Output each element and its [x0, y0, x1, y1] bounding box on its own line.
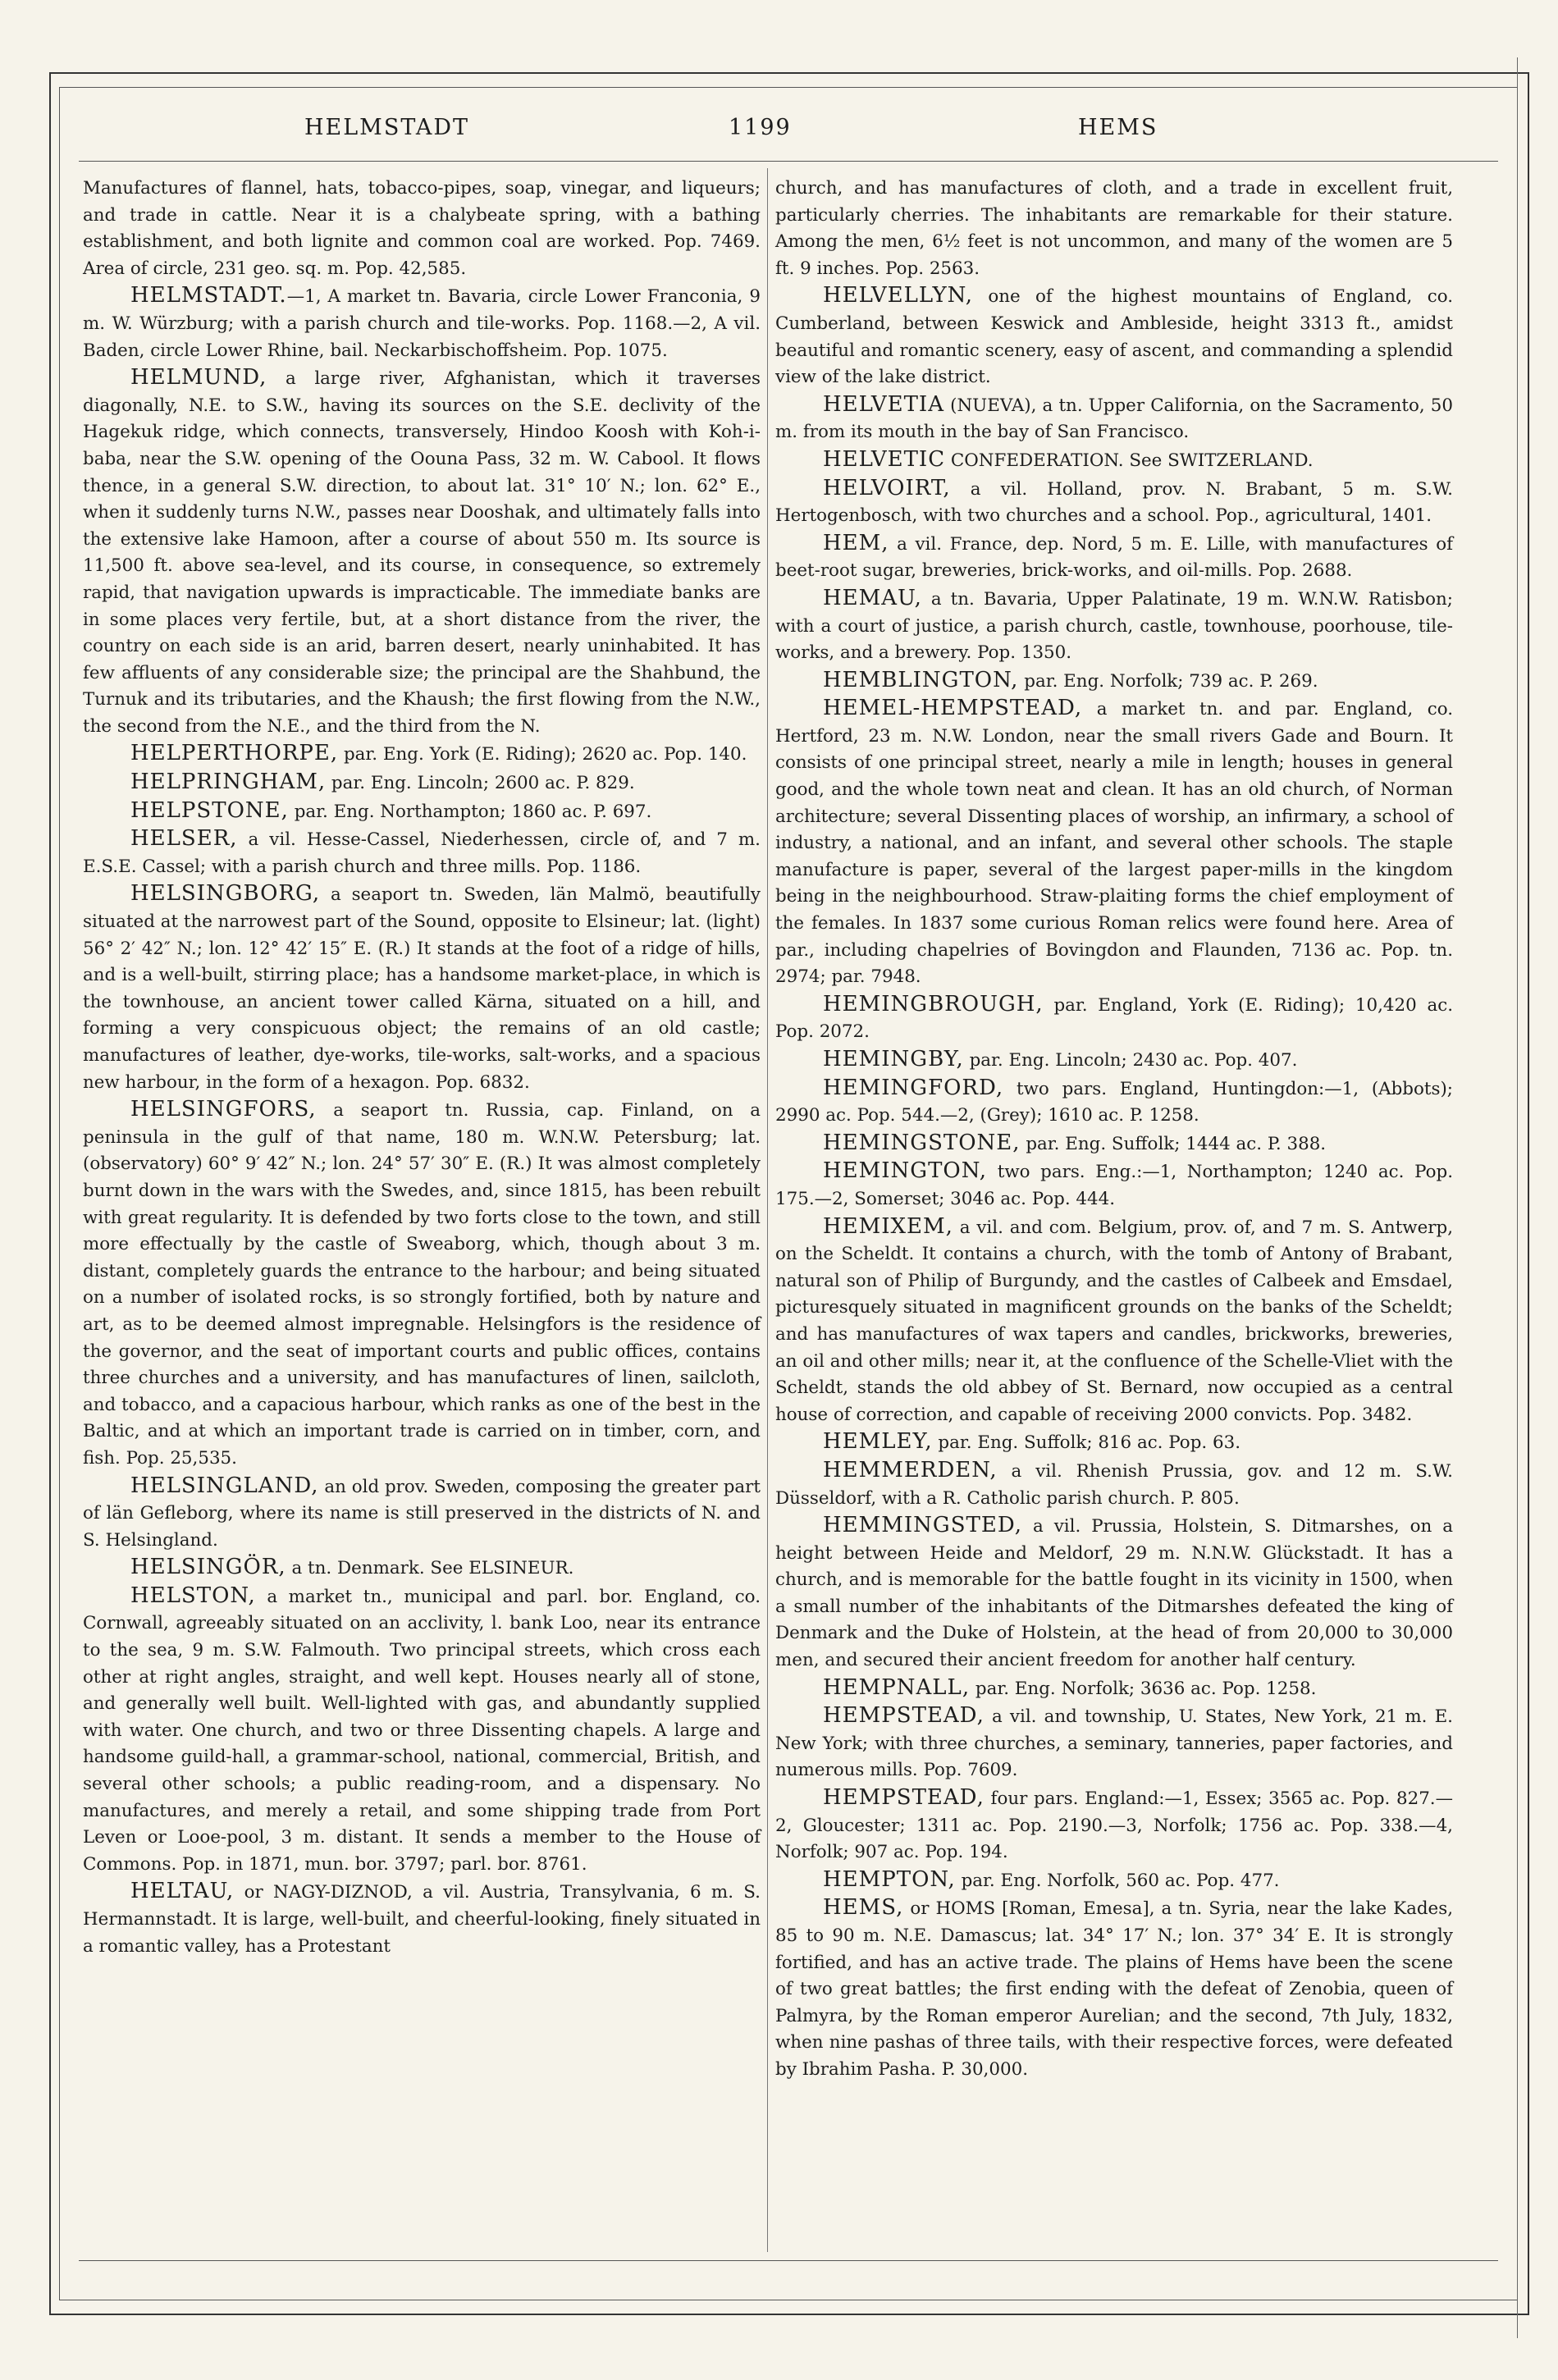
gazetteer-entry: HELTAU, or NAGY-DIZNOD, a vil. Austria, Transylvania, 6 m. S. Hermannstadt. It is large, well-built, and cheerful-looking, finely situated in a romantic valley, has a Protestant [83, 1879, 761, 1957]
gazetteer-entry: Manufactures of flannel, hats, tobacco-pipes, soap, vinegar, and liqueurs; and trade in cattle. Near it is a chalybeate spring, with a bathing establishment, and both lignite and common coal are worked. Pop. 7469. Area of circle, 231 geo. sq. m. Pop. 42,585. [83, 178, 761, 279]
gazetteer-entry: HEMS, or HOMS [Roman, Emesa], a tn. Syria, near the lake Kades, 85 to 90 m. N.E. Damascus; lat. 34° 17′ N.; lon. 37° 34′ E. It is strongly fortified, and has an active trade. The plains of Hems have been the scene of two great battles; the first ending with the defeat of Zenobia, queen of Palmyra, by the Roman emperor Aurelian; and the second, 7th July, 1832, when nine pashas of three tails, with their respective forces, were defeated by Ibrahim Pasha. P. 30,000. [775, 1895, 1453, 2080]
gazetteer-entry: HELVETIC CONFEDERATION. See SWITZERLAND. [823, 446, 1314, 472]
gazetteer-entry: HELSINGBORG, a seaport tn. Sweden, län Malmö, beautifully situated at the narrowest part of the Sound, opposite to Elsineur; lat. (light) 56° 2′ 42″ N.; lon. 12° 42′ 15″ E. (R.) It stands at the foot of a ridge of hills, and is a well-built, stirring place; has a handsome market-place, in which is the townhouse, an ancient tower called Kärna, situated on a hill, and forming a very conspicuous object; the remains of an old castle; manufactures of leather, dye-works, tile-works, salt-works, and a spacious new harbour, in the form of a hexagon. Pop. 6832. [83, 881, 761, 1093]
gazetteer-entry: HEMINGFORD, two pars. England, Huntingdon:—1, (Abbots); 2990 ac. Pop. 544.—2, (Grey); 1610 ac. P. 1258. [775, 1075, 1453, 1126]
gazetteer-entry: HELVELLYN, one of the highest mountains of England, co. Cumberland, between Keswick and Ambleside, height 3313 ft., amidst beautiful and romantic scenery, easy of ascent, and commanding a splendid view of the lake district. [775, 283, 1453, 388]
gazetteer-entry: HEMINGBY, par. Eng. Lincoln; 2430 ac. Pop. 407. [823, 1047, 1298, 1071]
column-divider [767, 168, 768, 2252]
gazetteer-entry: HELPERTHORPE, par. Eng. York (E. Riding); 2620 ac. Pop. 140. [130, 741, 747, 766]
gazetteer-entry: HEMPNALL, par. Eng. Norfolk; 3636 ac. Pop. 1258. [823, 1674, 1317, 1700]
gazetteer-entry: HEMPSTEAD, a vil. and township, U. States, New York, 21 m. E. New York; with three churches, a seminary, tanneries, paper factories, and numerous mills. Pop. 7609. [775, 1703, 1453, 1781]
running-header [79, 115, 1498, 156]
gazetteer-entry: HELPSTONE, par. Eng. Northampton; 1860 ac. P. 697. [130, 797, 652, 823]
gazetteer-entry: HEMAU, a tn. Bavaria, Upper Palatinate, 19 m. W.N.W. Ratisbon; with a court of justice, a parish church, castle, townhouse, poorhouse, tile-works, and a brewery. Pop. 1350. [775, 585, 1453, 664]
gazetteer-entry: HEMLEY, par. Eng. Suffolk; 816 ac. Pop. 63. [823, 1429, 1240, 1455]
gazetteer-entry: HELMSTADT.—1, A market tn. Bavaria, circle Lower Franconia, 9 m. W. Würzburg; with a parish church and tile-works. Pop. 1168.—2, A vil. Baden, circle Lower Rhine, bail. Neckarbischoffsheim. Pop. 1075. [83, 283, 761, 361]
gazetteer-entry: HEMINGTON, two pars. Eng.:—1, Northampton; 1240 ac. Pop. 175.—2, Somerset; 3046 ac. Pop. 444. [775, 1158, 1453, 1209]
header-right-title: HEMS [1078, 115, 1158, 140]
gazetteer-entry: HELPRINGHAM, par. Eng. Lincoln; 2600 ac. P. 829. [130, 770, 635, 795]
gazetteer-entry: HEMINGSTONE, par. Eng. Suffolk; 1444 ac. P. 388. [823, 1130, 1327, 1155]
footer-rule [79, 2260, 1498, 2261]
gazetteer-entry: HELMUND, a large river, Afghanistan, which it traverses diagonally, N.E. to S.W., having its sources on the S.E. declivity of the Hagekuk ridge, which connects, transversely, Hindoo Koosh with Koh-i-baba, near the S.W. opening of the Oouna Pass, 32 m. W. Cabool. It flows thence, in a general S.W. direction, to about lat. 31° 10′ N.; lon. 62° E., when it suddenly turns N.W., passes near Dooshak, and ultimately falls into the extensive lake Hamoon, after a course of about 550 m. Its source is 11,500 ft. above sea-level, and its course, in consequence, so extremely rapid, that navigation upwards is impracticable. The immediate banks are in some places very fertile, but, at a short distance from the river, the country on each side is an arid, barren desert, nearly uninhabited. It has few affluents of any considerable size; the principal are the Shahbund, the Turnuk and its tributaries, and the Khaush; the first flowing from the N.W., the second from the N.E., and the third from the N. [83, 365, 761, 737]
gazetteer-entry: HEMIXEM, a vil. and com. Belgium, prov. of, and 7 m. S. Antwerp, on the Scheldt. It contains a church, with the tomb of Antony of Brabant, natural son of Philip of Burgundy, and the castles of Calbeek and Emsdael, picturesquely situated in magnificent grounds on the banks of the Scheldt; and has manufactures of wax tapers and candles, brickworks, breweries, an oil and other mills; near it, at the confluence of the Schelle-Vliet with the Scheldt, stands the old abbey of St. Bernard, now occupied as a central house of correction, and capable of receiving 2000 convicts. Pop. 3482. [775, 1213, 1453, 1425]
header-rule [79, 161, 1498, 162]
gazetteer-entry: HEMPTON, par. Eng. Norfolk, 560 ac. Pop. 477. [823, 1866, 1280, 1892]
gazetteer-entry: HELVETIA (NUEVA), a tn. Upper California, on the Sacramento, 50 m. from its mouth in the bay of San Francisco. [775, 391, 1453, 443]
gazetteer-entry: HEMBLINGTON, par. Eng. Norfolk; 739 ac. P. 269. [823, 667, 1318, 692]
gazetteer-entry: HEMMINGSTED, a vil. Prussia, Holstein, S. Ditmarshes, on a height between Heide and Meldorf, 29 m. N.N.W. Glückstadt. It has a church, and is memorable for the battle fought in its vicinity in 1500, when a small number of the inhabitants of the Ditmarshes defeated the king of Denmark and the Duke of Holstein, at the head of from 20,000 to 30,000 men, and secured their ancient freedom for another half century. [775, 1513, 1453, 1671]
gazetteer-entry: HEM, a vil. France, dep. Nord, 5 m. E. Lille, with manufactures of beet-root sugar, breweries, brick-works, and oil-mills. Pop. 2688. [775, 530, 1453, 582]
gazetteer-entry: HEMPSTEAD, four pars. England:—1, Essex; 3565 ac. Pop. 827.—2, Gloucester; 1311 ac. Pop. 2190.—3, Norfolk; 1756 ac. Pop. 338.—4, Norfolk; 907 ac. Pop. 194. [775, 1785, 1453, 1863]
gazetteer-entry: HELSINGFORS, a seaport tn. Russia, cap. Finland, on a peninsula in the gulf of that name, 180 m. W.N.W. Petersburg; lat. (observatory) 60° 9′ 42″ N.; lon. 24° 57′ 30″ E. (R.) It was almost completely burnt down in the wars with the Swedes, and, since 1815, has been rebuilt with great regularity. It is defended by two forts close to the town, and still more effectually by the castle of Sweaborg, which, though about 3 m. distant, completely guards the entrance to the harbour; and being situated on a number of isolated rocks, is so strongly fortified, both by nature and art, as to be deemed almost impregnable. Helsingfors is the residence of the governor, and the seat of important courts and public offices, contains three churches and a university, and has manufactures of linen, sailcloth, and tobacco, and a capacious harbour, which ranks as one of the best in the Baltic, and at which an important trade is carried on in timber, corn, and fish. Pop. 25,535. [83, 1097, 761, 1469]
gazetteer-entry: HEMINGBROUGH, par. England, York (E. Riding); 10,420 ac. Pop. 2072. [775, 991, 1453, 1043]
header-left-title: HELMSTADT [304, 115, 470, 140]
gazetteer-entry: HELVOIRT, a vil. Holland, prov. N. Brabant, 5 m. S.W. Hertogenbosch, with two churches and a school. Pop., agricultural, 1401. [775, 475, 1453, 527]
gazetteer-entry: HELSINGLAND, an old prov. Sweden, composing the greater part of län Gefleborg, where its name is still preserved in the districts of N. and S. Helsingland. [83, 1473, 761, 1551]
left-column [83, 174, 761, 1960]
page-number: 1199 [729, 115, 792, 140]
margin-line [1517, 57, 1518, 2338]
right-column [775, 174, 1453, 2084]
gazetteer-entry: HELSINGÖR, a tn. Denmark. See ELSINEUR. [130, 1555, 574, 1580]
gazetteer-entry: HEMEL-HEMPSTEAD, a market tn. and par. England, co. Hertford, 23 m. N.W. London, near the small rivers Gade and Bourn. It consists of one principal street, nearly a mile in length; houses in general good, and the whole town neat and clean. It has an old church, of Norman architecture; several Dissenting places of worship, an infirmary, a school of industry, a national, and an infant, and several other schools. The staple manufacture is paper, several of the largest paper-mills in the kingdom being in the neighbourhood. Straw-plaiting forms the chief employment of the females. In 1837 some curious Roman relics were found here. Area of par., including chapelries of Bovingdon and Flaunden, 7136 ac. Pop. tn. 2974; par. 7948. [775, 696, 1453, 988]
gazetteer-entry: HELSTON, a market tn., municipal and parl. bor. England, co. Cornwall, agreeably situated on an acclivity, l. bank Loo, near its entrance to the sea, 9 m. S.W. Falmouth. Two principal streets, which cross each other at right angles, straight, and well kept. Houses nearly all of stone, and generally well built. Well-lighted with gas, and abundantly supplied with water. One church, and two or three Dissenting chapels. A large and handsome guild-hall, a grammar-school, national, commercial, British, and several other schools; a public reading-room, and a dispensary. No manufactures, and merely a retail, and some shipping trade from Port Leven or Looe-pool, 3 m. distant. It sends a member to the House of Commons. Pop. in 1871, mun. bor. 3797; parl. bor. 8761. [83, 1583, 761, 1875]
gazetteer-entry: HELSER, a vil. Hesse-Cassel, Niederhessen, circle of, and 7 m. E.S.E. Cassel; with a parish church and three mills. Pop. 1186. [83, 826, 761, 877]
gazetteer-entry: HEMMERDEN, a vil. Rhenish Prussia, gov. and 12 m. S.W. Düsseldorf, with a R. Catholic parish church. P. 805. [775, 1457, 1453, 1509]
gazetteer-entry: church, and has manufactures of cloth, and a trade in excellent fruit, particularly cherries. The inhabitants are remarkable for their stature. Among the men, 6½ feet is not uncommon, and many of the women are 5 ft. 9 inches. Pop. 2563. [775, 178, 1453, 279]
